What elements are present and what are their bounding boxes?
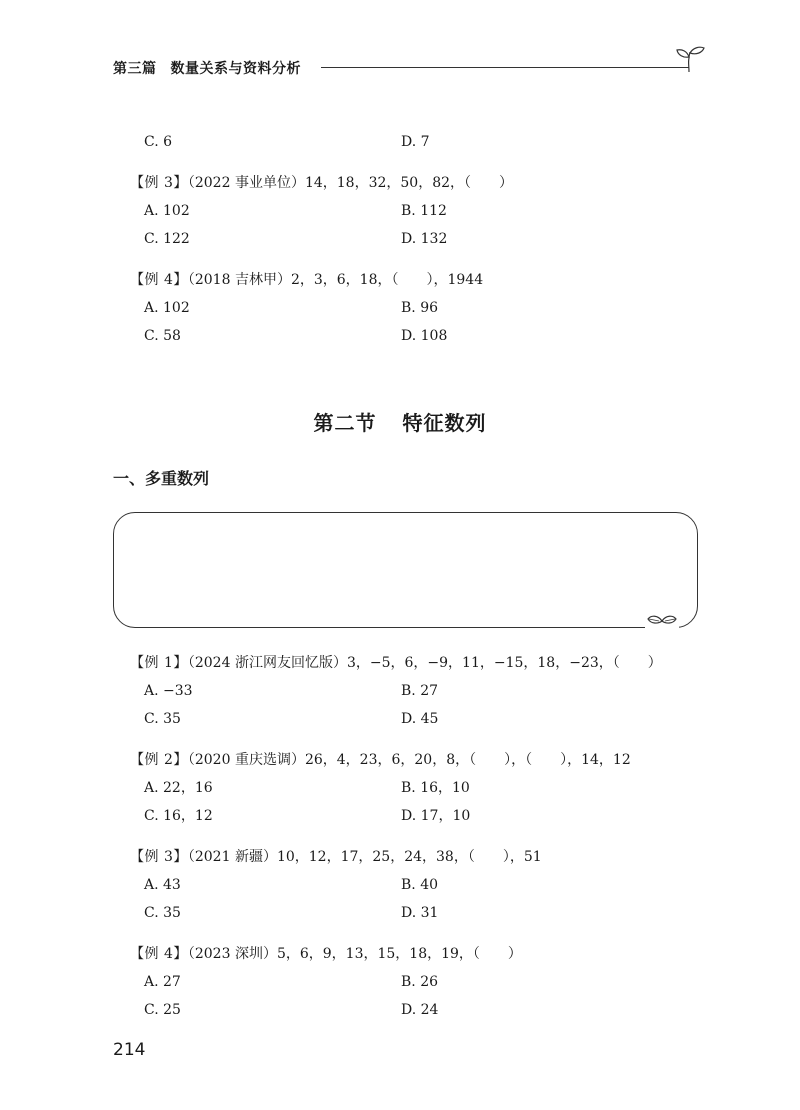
header-title: 数量关系与资料分析 bbox=[170, 61, 301, 77]
section-number: 第二节 bbox=[313, 411, 377, 435]
example-tag: 【例 1】 bbox=[130, 655, 188, 671]
subsection-title: 一、多重数列 bbox=[113, 469, 210, 488]
option-a: A. 43 bbox=[144, 877, 181, 893]
example-sequence: 2，3，6，18，（ ），1944 bbox=[290, 272, 484, 288]
option-a: A. 102 bbox=[144, 203, 190, 219]
leaf-icon bbox=[645, 609, 679, 631]
example-source: （2022 事业单位） bbox=[187, 175, 305, 191]
page-header bbox=[113, 52, 703, 82]
example-sequence: 3，−5，6，−9，11，−15，18，−23，（ ） bbox=[346, 655, 662, 671]
header-text bbox=[113, 58, 301, 78]
option-d: D. 17，10 bbox=[401, 808, 471, 824]
option-c: C. 122 bbox=[144, 231, 190, 247]
example-source: （2020 重庆选调） bbox=[187, 752, 305, 768]
sprout-icon bbox=[673, 42, 707, 74]
option-b: B. 40 bbox=[401, 877, 439, 893]
question-line bbox=[130, 271, 483, 289]
example-sequence: 26，4，23，6，20，8，（ ），（ ），14，12 bbox=[304, 752, 631, 768]
option-d: D. 7 bbox=[401, 134, 430, 150]
example-sequence: 10，12，17，25，24，38，（ ），51 bbox=[276, 849, 542, 865]
option-b: B. 26 bbox=[401, 974, 439, 990]
option-d: D. 24 bbox=[401, 1002, 439, 1018]
option-b: B. 16，10 bbox=[401, 780, 470, 796]
question-line bbox=[130, 945, 522, 963]
question-line bbox=[130, 654, 662, 672]
example-tag: 【例 3】 bbox=[130, 849, 188, 865]
example-tag: 【例 2】 bbox=[130, 752, 188, 768]
page-number: 214 bbox=[113, 1040, 146, 1060]
example-source: （2023 深圳） bbox=[187, 946, 277, 962]
example-tag: 【例 3】 bbox=[130, 175, 188, 191]
example-sequence: 5，6，9，13，15，18，19，（ ） bbox=[276, 946, 522, 962]
option-c: C. 6 bbox=[144, 134, 173, 150]
example-source: （2024 浙江网友回忆版） bbox=[187, 655, 347, 671]
example-sequence: 14，18，32，50，82，（ ） bbox=[304, 175, 514, 191]
option-a: A. 27 bbox=[144, 974, 181, 990]
option-b: B. 112 bbox=[401, 203, 447, 219]
question-line bbox=[130, 848, 542, 866]
example-tag: 【例 4】 bbox=[130, 272, 188, 288]
section-name: 特征数列 bbox=[402, 411, 487, 435]
option-c: C. 16，12 bbox=[144, 808, 213, 824]
header-part: 第三篇 bbox=[113, 61, 157, 77]
option-b: B. 27 bbox=[401, 683, 439, 699]
option-d: D. 108 bbox=[401, 328, 448, 344]
question-line bbox=[130, 751, 631, 769]
question-line bbox=[130, 174, 513, 192]
example-tag: 【例 4】 bbox=[130, 946, 188, 962]
option-d: D. 31 bbox=[401, 905, 439, 921]
option-a: A. 102 bbox=[144, 300, 190, 316]
option-b: B. 96 bbox=[401, 300, 439, 316]
option-a: A. 22，16 bbox=[144, 780, 213, 796]
option-c: C. 35 bbox=[144, 905, 181, 921]
option-c: C. 35 bbox=[144, 711, 181, 727]
example-source: （2018 吉林甲） bbox=[187, 272, 291, 288]
notes-box bbox=[113, 512, 698, 628]
option-c: C. 58 bbox=[144, 328, 181, 344]
section-title bbox=[0, 407, 800, 436]
option-c: C. 25 bbox=[144, 1002, 181, 1018]
header-rule bbox=[321, 67, 689, 68]
example-source: （2021 新疆） bbox=[187, 849, 277, 865]
option-d: D. 45 bbox=[401, 711, 439, 727]
option-a: A. −33 bbox=[144, 683, 193, 699]
option-d: D. 132 bbox=[401, 231, 448, 247]
